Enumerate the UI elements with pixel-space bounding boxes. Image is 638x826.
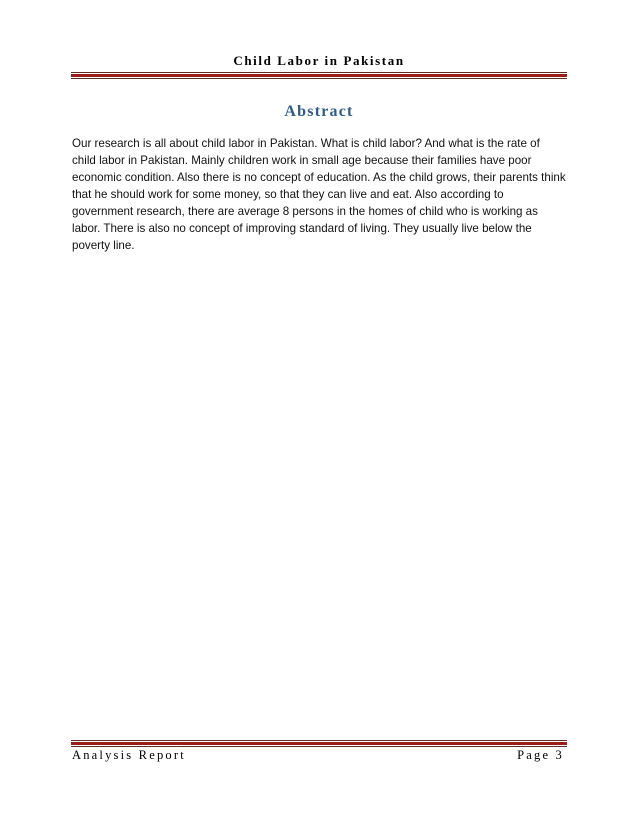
header-divider-thick <box>71 74 567 77</box>
footer-divider <box>71 740 567 747</box>
footer-page-number: Page 3 <box>517 748 564 762</box>
footer-report-title: Analysis Report <box>72 748 186 762</box>
abstract-heading: Abstract <box>284 103 354 120</box>
header-divider <box>71 72 567 79</box>
abstract-paragraph: Our research is all about child labor in Pakistan. What is child labor? And what is the rate of child labor in Pakistan. Mainly children work in small age because their families have poor economic condition. Also there is no concept of education. As the child grows, their parents think that he should work for some money, so that they can live and eat. Also according to government research, there are average 8 persons in the homes of child who is working as labor. There is also no concept of improving standard of living. They usually live below the poverty line. <box>72 137 566 252</box>
footer-divider-thin-top <box>71 740 567 741</box>
header-divider-thin-top <box>71 72 567 73</box>
running-header-title: Child Labor in Pakistan <box>233 53 405 68</box>
footer-divider-thick <box>71 742 567 745</box>
header-divider-thin-bottom <box>71 78 567 79</box>
footer-divider-thin-bottom <box>71 746 567 747</box>
